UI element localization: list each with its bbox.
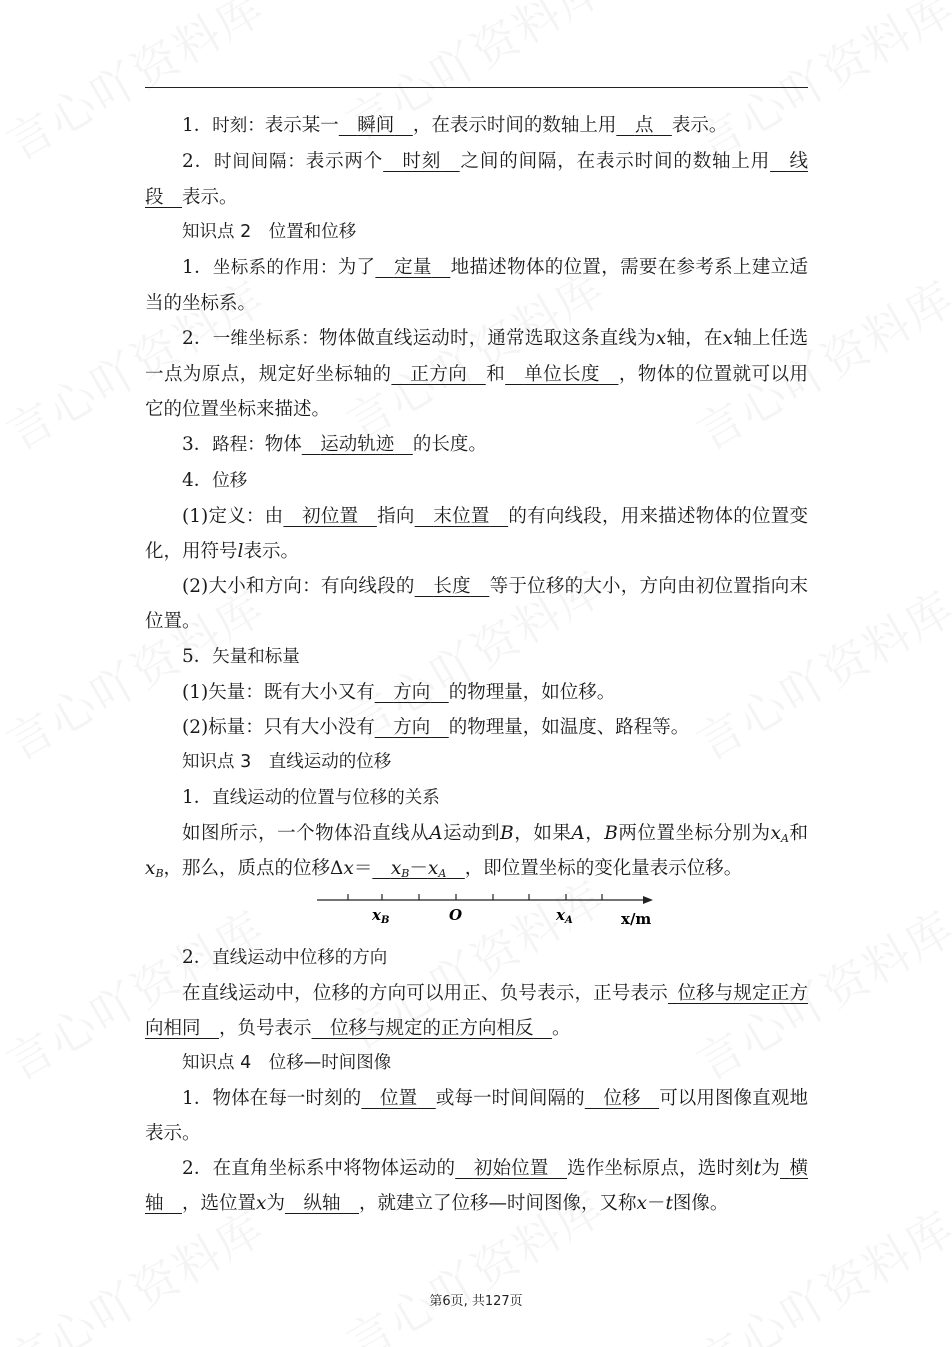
paragraph-displacement-magnitude: (2)大小和方向：有向线段的 长度 等于位移的大小，方向由初位置指向末位置。 <box>145 576 808 632</box>
term-label: 坐标系的作用： <box>212 258 338 278</box>
answer-blank: 初始位置 <box>473 1158 549 1179</box>
answer-blank: 方向 <box>393 682 431 703</box>
paragraph-scalar: (2)标量：只有大小没有 方向 的物理量，如温度、路程等。 <box>182 717 690 738</box>
axis-unit-label: x/m <box>621 910 652 928</box>
answer-blank: 点 <box>634 115 654 136</box>
answer-blank: 位置 <box>379 1088 418 1109</box>
answer-blank: 长度 <box>433 576 471 597</box>
answer-blank: 位移与规定正方向相同 <box>145 983 808 1039</box>
paragraph-displacement-definition: (1)定义：由 初位置 指向 末位置 的有向线段，用来描述物体的位置变化，用符号l表示。 <box>145 506 808 562</box>
origin-label: O <box>449 906 463 924</box>
paragraph-coordinate-system: 1．坐标系的作用：为了 定量 地描述物体的位置，需要在参考系上建立适当的坐标系。 <box>145 257 808 314</box>
paragraph-xt-construction: 2．在直角坐标系中将物体运动的 初始位置 选作坐标原点，选时刻t为 横轴 ，选位置x为 纵轴 ，就建立了位移—时间图像，又称x－t图像。 <box>145 1158 808 1214</box>
axis-arrow <box>643 896 653 904</box>
paragraph-vector: (1)矢量：既有大小又有 方向 的物理量，如位移。 <box>182 682 616 703</box>
paragraph-time-interval: 2．时间间隔：表示两个 时刻 之间的间隔，在表示时间的数轴上用 线段 表示。 <box>145 151 808 208</box>
point-label-xB: $x_B$ <box>372 906 390 926</box>
paragraph-direction-title: 2．直线运动中位移的方向 <box>182 947 388 968</box>
term-label: 位移 <box>212 471 248 491</box>
paragraph-1d-coordinate: 2．一维坐标系：物体做直线运动时，通常选取这条直线为x轴，在x轴上任选一点为原点，规定好坐标轴的 正方向 和 单位长度 ，物体的位置就可以用它的位置坐标来描述。 <box>145 328 808 420</box>
answer-blank: 正方向 <box>409 364 468 385</box>
axis-figure <box>145 890 808 938</box>
term-label: 直线运动的位置与位移的关系 <box>212 788 440 808</box>
term-label: 路程： <box>212 435 265 455</box>
document-body <box>145 108 808 1221</box>
answer-blank: 末位置 <box>433 506 490 527</box>
paragraph-position-displacement: 如图所示，一个物体沿直线从A运动到B，如果A，B两位置坐标分别为$x_A$和$x_B$，那么，质点的位移Δx＝ $x_B-x_A$ ，即位置坐标的变化量表示位移。 <box>145 823 808 880</box>
answer-blank: 位移 <box>603 1088 641 1109</box>
number-line-diagram <box>145 890 808 938</box>
answer-blank: 运动轨迹 <box>320 434 395 455</box>
paragraph-distance: 3．路程：物体 运动轨迹 的长度。 <box>182 434 487 455</box>
answer-blank: 位移与规定的正方向相反 <box>330 1018 534 1039</box>
term-label: 时间间隔： <box>213 152 306 172</box>
paragraph-moment: 1．时刻：表示某一 瞬间 ，在表示时间的数轴上用 点 表示。 <box>182 115 728 136</box>
answer-blank: 纵轴 <box>303 1193 341 1214</box>
section-heading: 知识点 4 位移—时间图像 <box>182 1053 392 1073</box>
answer-blank: 瞬间 <box>357 115 395 136</box>
answer-blank: 定量 <box>393 257 432 278</box>
answer-blank: 单位长度 <box>523 364 600 385</box>
term-label: 直线运动中位移的方向 <box>212 948 388 968</box>
answer-blank: 线段 <box>145 151 808 208</box>
page-number-footer: 第6页, 共127页 <box>429 1294 523 1309</box>
paragraph-displacement-title: 4．位移 <box>182 470 248 491</box>
paragraph-vector-scalar-title: 5．矢量和标量 <box>182 646 300 667</box>
paragraph-xt-intro: 1．物体在每一时刻的 位置 或每一时间间隔的 位移 可以用图像直观地表示。 <box>145 1088 808 1144</box>
answer-blank: 初位置 <box>301 506 359 527</box>
answer-blank: 方向 <box>393 717 431 738</box>
term-label: 矢量和标量 <box>212 647 300 667</box>
paragraph-position-displacement-title: 1．直线运动的位置与位移的关系 <box>182 787 440 808</box>
point-label-xA: $x_A$ <box>556 906 573 926</box>
header-rule <box>145 87 808 88</box>
term-label: 一维坐标系： <box>212 329 319 349</box>
answer-blank: 横轴 <box>145 1158 808 1214</box>
answer-blank: $x_B-x_A$ <box>390 858 447 880</box>
section-heading: 知识点 2 位置和位移 <box>182 222 357 242</box>
answer-blank: 时刻 <box>401 151 442 172</box>
section-heading: 知识点 3 直线运动的位移 <box>182 752 392 772</box>
paragraph-direction: 在直线运动中，位移的方向可以用正、负号表示，正号表示 位移与规定正方向相同 ，负号表示 位移与规定的正方向相反 。 <box>145 983 808 1039</box>
term-label: 时刻： <box>212 116 265 136</box>
